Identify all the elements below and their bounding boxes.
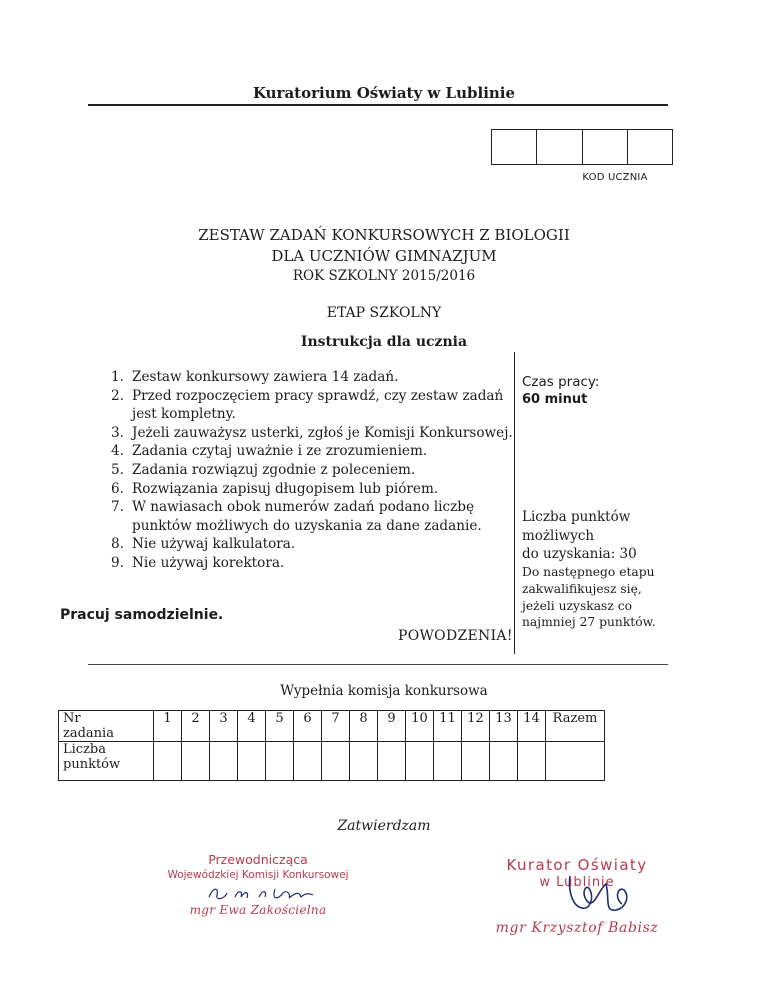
doc-title-line-2: DLA UCZNIÓW GIMNAZJUM — [271, 247, 497, 265]
qualification-line: najmniej 27 punktów. — [522, 615, 656, 630]
table-row — [59, 711, 605, 742]
points-cell[interactable] — [434, 742, 462, 781]
work-time-value: 60 minut — [522, 392, 588, 407]
points-cell[interactable] — [238, 742, 266, 781]
task-number: 14 — [518, 711, 546, 742]
list-item: 1. Zestaw konkursowy zawiera 14 zadań. — [111, 369, 399, 385]
points-cell[interactable] — [490, 742, 518, 781]
work-time — [522, 373, 599, 409]
institution-header: Kuratorium Oświaty w Lublinie — [252, 84, 516, 102]
qualification-line: Do następnego etapu — [522, 565, 655, 579]
doc-title-line-3: ROK SZKOLNY 2015/2016 — [292, 268, 476, 284]
header-rule — [88, 104, 668, 106]
code-cell[interactable] — [492, 130, 537, 164]
work-alone-note: Pracuj samodzielnie. — [60, 607, 224, 623]
stamp-name: mgr Ewa Zakościelna — [189, 903, 327, 917]
task-number: 12 — [462, 711, 490, 742]
list-item: 6. Rozwiązania zapisuj długopisem lub piórem. — [111, 480, 439, 497]
qualification-line: zakwalifikujesz się, — [522, 581, 642, 596]
max-points-line: Liczba punktów — [522, 509, 631, 525]
points-cell[interactable] — [462, 742, 490, 781]
code-cell[interactable] — [628, 130, 672, 164]
list-item: 4. Zadania czytaj uważnie i ze zrozumieniem. — [111, 443, 428, 460]
points-cell[interactable] — [182, 742, 210, 781]
section-rule — [88, 664, 668, 665]
max-points-line: do uzyskania: 30 — [522, 546, 637, 562]
points-cell[interactable] — [350, 742, 378, 781]
good-luck-text: POWODZENIA! — [398, 628, 513, 644]
student-code-label: KOD UCZNIA — [582, 172, 648, 183]
task-number: 6 — [294, 711, 322, 742]
task-number: 10 — [406, 711, 434, 742]
points-cell[interactable] — [322, 742, 350, 781]
doc-title-line-1: ZESTAW ZADAŃ KONKURSOWYCH Z BIOLOGII — [198, 226, 570, 244]
list-item: 9. Nie używaj korektora. — [111, 554, 285, 571]
points-cell[interactable] — [294, 742, 322, 781]
task-number: 5 — [266, 711, 294, 742]
points-cell[interactable] — [518, 742, 546, 781]
list-item: 5. Zadania rozwiązuj zgodnie z poleceniem. — [111, 461, 416, 478]
column-divider — [514, 352, 515, 654]
task-number: 9 — [378, 711, 406, 742]
task-number: 8 — [350, 711, 378, 742]
signature-right — [560, 868, 640, 918]
points-cell[interactable] — [406, 742, 434, 781]
qualification-note — [522, 564, 656, 631]
list-item: 7. W nawiasach obok numerów zadań podano liczbę punktów możliwych do uzyskania za dane zadanie. — [111, 499, 482, 534]
total-points-cell[interactable] — [546, 742, 605, 781]
points-header: Liczba punktów — [59, 742, 154, 781]
points-cell[interactable] — [154, 742, 182, 781]
task-number: 3 — [210, 711, 238, 742]
stamp-subtitle: w Lublinie — [539, 875, 615, 890]
task-number: 4 — [238, 711, 266, 742]
points-cell[interactable] — [266, 742, 294, 781]
stage-title: ETAP SZKOLNY — [326, 305, 442, 321]
task-number: 13 — [490, 711, 518, 742]
code-cell[interactable] — [583, 130, 628, 164]
task-number-header: Nr zadania — [59, 711, 154, 742]
instructions-heading: Instrukcja dla ucznia — [300, 334, 468, 350]
signature-left — [205, 881, 325, 905]
stamp-title: Przewodnicząca — [208, 852, 308, 867]
max-points-line: możliwych — [522, 527, 595, 544]
work-time-label: Czas pracy: — [522, 374, 600, 390]
stamp-title: Kurator Oświaty — [506, 856, 648, 874]
task-number: 2 — [182, 711, 210, 742]
approval-label: Zatwierdzam — [337, 818, 431, 834]
score-table — [58, 710, 605, 781]
points-cell[interactable] — [210, 742, 238, 781]
task-number: 1 — [154, 711, 182, 742]
stamp-subtitle: Wojewódzkiej Komisji Konkursowej — [167, 869, 349, 881]
table-row — [59, 742, 605, 781]
points-cell[interactable] — [378, 742, 406, 781]
task-number: 11 — [434, 711, 462, 742]
list-item: 3. Jeżeli zauważysz usterki, zgłoś je Komisji Konkursowej. — [111, 424, 513, 441]
list-item: 8. Nie używaj kalkulatora. — [111, 536, 296, 553]
list-item: 2. Przed rozpoczęciem pracy sprawdź, czy zestaw zadań jest kompletny. — [111, 387, 504, 423]
code-cell[interactable] — [537, 130, 582, 164]
total-header: Razem — [546, 711, 605, 742]
stamp-name: mgr Krzysztof Babisz — [495, 920, 659, 936]
student-code-box[interactable] — [491, 129, 673, 165]
max-points — [522, 508, 637, 564]
task-number: 7 — [322, 711, 350, 742]
committee-heading: Wypełnia komisja konkursowa — [280, 683, 488, 699]
instructions-list — [102, 368, 522, 573]
qualification-line: jeżeli uzyskasz co — [522, 598, 633, 613]
